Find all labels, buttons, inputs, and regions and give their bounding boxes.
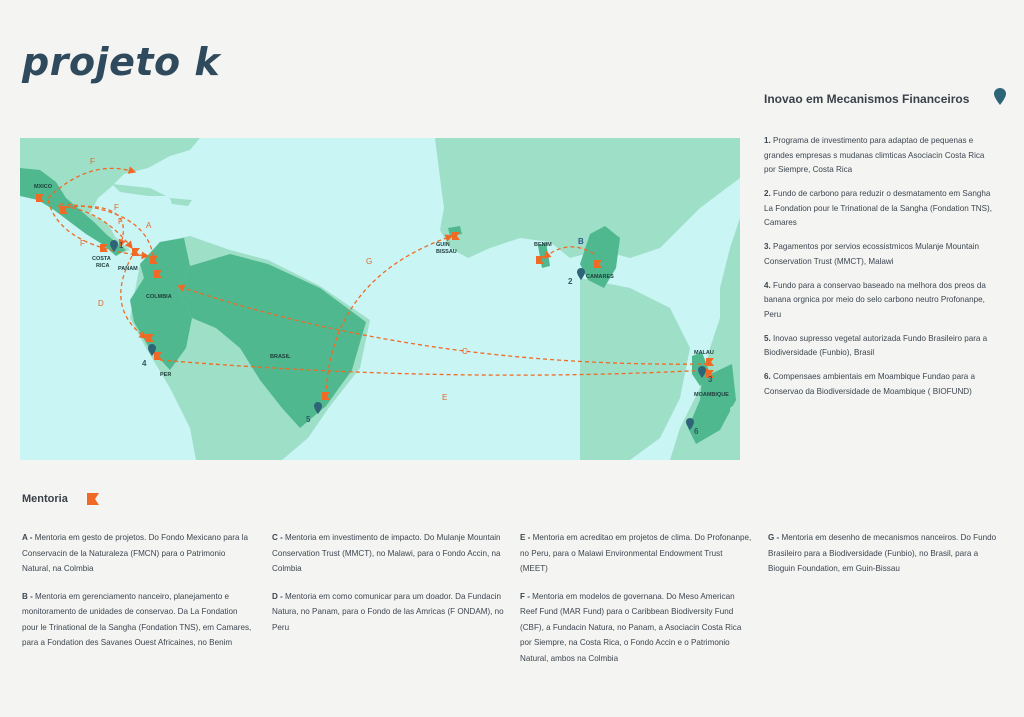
country-label-brasil: BRASIL <box>270 354 291 360</box>
pin-number-3: 3 <box>708 375 713 384</box>
mentoria-column-1 <box>22 530 254 663</box>
map-svg <box>20 138 740 460</box>
country-label-guinea-bissau: GUIN <box>436 242 450 248</box>
mentoria-item-b: B - Mentoria em gerenciamento nanceiro, planejamento e monitoramento de unidades de conservao. Da La Fondation pour le Trinational de la Sangha (Fondation TNS), em Camares, para a Fondation des Savanes Ouest Africaines, no Benim <box>22 591 252 647</box>
location-pin-icon <box>994 88 1006 105</box>
item-number: 4. <box>764 280 771 290</box>
item-number: 5. <box>764 333 771 343</box>
pin-number-1: 1 <box>119 241 124 250</box>
country-label-peru: PER <box>160 372 172 378</box>
item-number: 3. <box>764 242 771 251</box>
mentoria-column-3 <box>520 530 752 678</box>
page-title: projeto k <box>22 40 221 84</box>
arrow-label-a: A <box>146 221 152 230</box>
arrow-label-b: B <box>578 237 584 246</box>
item-text: Programa de investimento para adaptao de pequenas e grandes empresas s mudanas climticas Asociacin Costa Rica por Siempre, Costa Rica <box>764 136 985 174</box>
item-text: Pagamentos por servios ecossistmicos Mulanje Mountain Conservation Trust (MMCT), Malawi <box>764 242 980 266</box>
arrow-label-f4: F <box>118 217 123 226</box>
pin-number-4: 4 <box>142 359 147 368</box>
item-number: 2. <box>764 189 771 198</box>
list-item <box>764 279 994 323</box>
arrow-label-c: C <box>462 347 468 356</box>
list-item <box>764 187 994 231</box>
pin-number-2: 2 <box>568 277 573 286</box>
country-label-colombia: COLMBIA <box>146 294 172 300</box>
mentoria-column-4 <box>768 530 1000 589</box>
country-label-mexico: MXICO <box>34 184 53 190</box>
item-text: Fundo para a conservao baseado na melhora dos preos da banana orgnica por meio do selo carbono neutro Profonanpe, Peru <box>764 280 986 319</box>
country-label-costa-rica-2: RICA <box>96 263 110 269</box>
mentoria-heading: Mentoria <box>22 493 68 505</box>
arrow-label-f2: F <box>114 203 119 212</box>
country-label-mozambique: MOAMBIQUE <box>694 392 729 398</box>
item-text: Compensaes ambientais em Moambique Fundao para a Conservao da Biodiversidade de Moambique ( BIOFUND) <box>764 372 976 396</box>
item-text: Fundo de carbono para reduzir o desmatamento em Sangha La Fondation pour le Trinational de la Sangha (Fondation TNS), Camares <box>764 189 992 227</box>
mentoria-item-f: F - Mentoria em modelos de governana. Do Meso American Reef Fund (MAR Fund) para o Caribbean Biodiversity Fund (CBF), a Fundacin Natura, no Panam, a Asociacin Costa Rica por Siempre, na Costa Rica, o Fondo Accin e o Patrimonio Natural, ambos na Colmbia <box>520 591 742 663</box>
mentoria-item-e: E - Mentoria em acreditao em projetos de clima. Do Profonanpe, no Peru, para o Malawi Environmental Endowment Trust (MEET) <box>520 533 752 573</box>
list-item <box>764 370 994 399</box>
mentoria-column-2 <box>272 530 504 647</box>
flag-icon <box>86 492 100 506</box>
item-number: 6. <box>764 372 771 381</box>
country-label-benin: BENIM <box>534 242 552 248</box>
item-number: 1. <box>764 136 771 145</box>
country-label-cameroon: CAMARES <box>586 274 614 280</box>
arrow-label-d: D <box>98 299 104 308</box>
country-label-malawi: MALAU <box>694 350 714 356</box>
list-item <box>764 332 994 361</box>
country-label-panama: PANAM <box>118 266 138 272</box>
arrow-label-f1: F <box>90 157 95 166</box>
pin-number-5: 5 <box>306 415 311 424</box>
mechanisms-list <box>764 134 994 409</box>
item-text: Inovao supresso vegetal autorizada Fundo Brasileiro para a Biodiversidade (Funbio), Brasil <box>764 333 988 357</box>
arrow-label-g: G <box>366 257 373 266</box>
list-item <box>764 240 994 269</box>
section-heading: Inovao em Mecanismos Financeiros <box>764 92 970 106</box>
mentoria-item-c: C - Mentoria em investimento de impacto. Do Mulanje Mountain Conservation Trust (MMCT), no Malawi, para o Fondo Accin, na Colmbia <box>272 533 501 573</box>
arrow-label-f3: F <box>80 239 85 248</box>
mentoria-item-a: A - Mentoria em gesto de projetos. Do Fondo Mexicano para la Conservacin de la Naturaleza (FMCN) para o Patrimonio Natural, na Colmbia <box>22 533 249 573</box>
country-label-costa-rica: COSTA <box>92 256 111 262</box>
pin-number-6: 6 <box>694 427 699 436</box>
world-map <box>20 138 740 460</box>
list-item <box>764 134 994 178</box>
country-label-guinea-bissau-2: BISSAU <box>436 249 457 255</box>
mentoria-item-g: G - Mentoria em desenho de mecanismos nanceiros. Do Fundo Brasileiro para a Biodiversidade (Funbio), no Brasil, para a Bioguin Foundation, em Guin-Bissau <box>768 533 997 573</box>
mentoria-item-d: D - Mentoria em como comunicar para um doador. Da Fundacin Natura, no Panam, para o Fondo de las Amricas (F ONDAM), no Peru <box>272 591 504 632</box>
arrow-label-e: E <box>442 393 448 402</box>
